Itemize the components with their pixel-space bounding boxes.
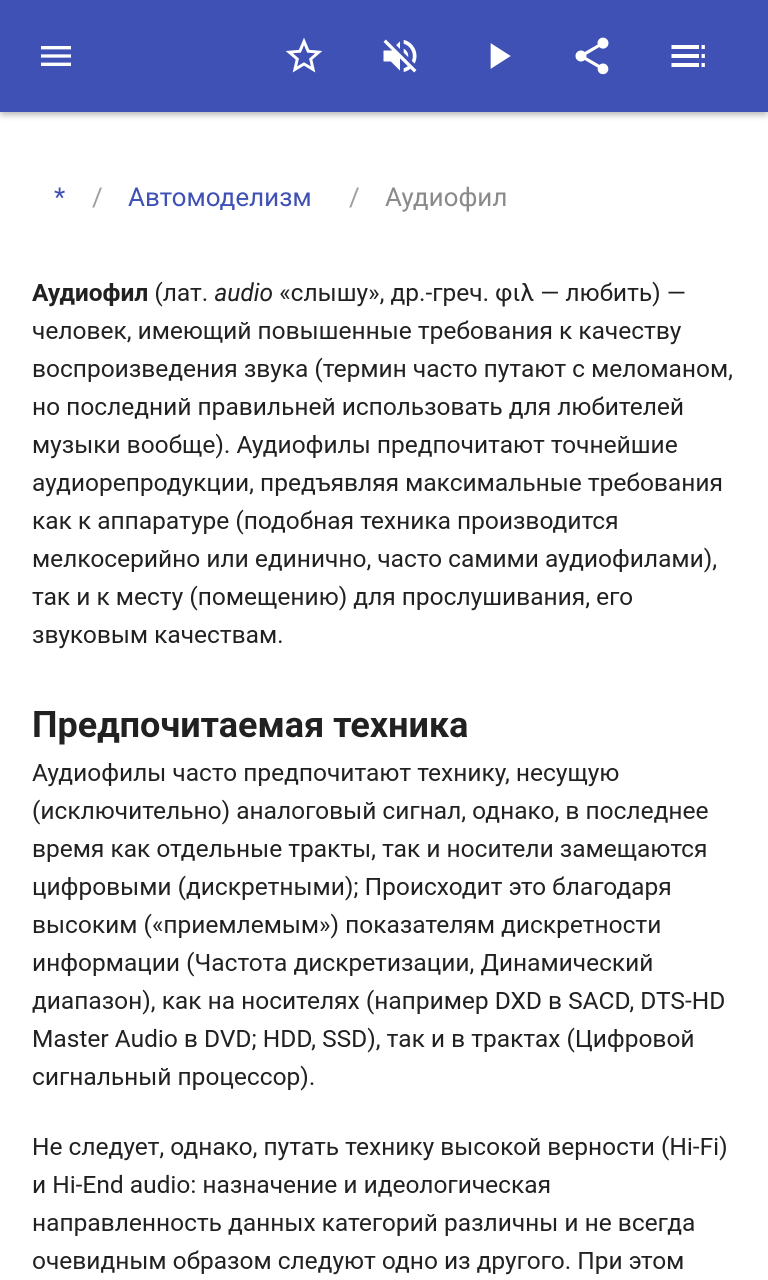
intro-italic-word: audio xyxy=(214,278,274,307)
list-icon xyxy=(666,34,710,78)
play-icon xyxy=(476,34,520,78)
article-term: Аудиофил xyxy=(32,278,149,307)
section-paragraph: Не следует, однако, путать технику высокой верности (Hi-Fi) и Hi-End audio: назначение и идеологическая направленность данных категорий различны и не всегда очевидным образом следуют одно из другого. При этом xyxy=(32,1132,728,1275)
favorite-button[interactable] xyxy=(268,20,340,92)
breadcrumb-category-link[interactable]: Автомоделизм xyxy=(128,183,312,213)
app-toolbar xyxy=(0,0,768,112)
breadcrumb xyxy=(32,178,742,218)
intro-paragraph xyxy=(32,274,742,654)
menu-button[interactable] xyxy=(20,20,92,92)
share-button[interactable] xyxy=(556,20,628,92)
menu-icon xyxy=(36,36,76,76)
section-heading: Предпочитаемая техника xyxy=(32,704,469,746)
sound-toggle-button[interactable] xyxy=(364,20,436,92)
star-outline-icon xyxy=(282,34,326,78)
intro-text-rest: «слышу», др.-греч. φιλ — любить) — человек, имеющий повышенные требования к качеству воспроизведения звука (термин часто путают с меломаном, но последний правильней использовать для любителей музыки вообще). Аудиофилы предпочитают точнейшие аудиорепродукции, предъявляя максимальные требования как к аппаратуре (подобная техника производится мелкосерийно или единично, часто самими аудиофилами), так и к месту (помещению) для прослушивания, его звуковым качествам. xyxy=(32,278,733,649)
table-of-contents-button[interactable] xyxy=(652,20,724,92)
play-button[interactable] xyxy=(462,20,534,92)
article-content xyxy=(32,112,742,1280)
breadcrumb-separator: / xyxy=(349,183,360,213)
breadcrumb-root-link[interactable]: * xyxy=(54,183,66,213)
breadcrumb-current: Аудиофил xyxy=(385,183,508,213)
intro-text-part: (лат. xyxy=(148,278,215,307)
breadcrumb-separator: / xyxy=(92,183,103,213)
volume-off-icon xyxy=(378,34,422,78)
section-paragraph: Аудиофилы часто предпочитают технику, несущую (исключительно) аналоговый сигнал, однако, в последнее время как отдельные тракты, так и носители замещаются цифровыми (дискретными); Происходит это благодаря высоким («приемлемым») показателям дискретности информации (Частота дискретизации, Динамический диапазон), как на носителях (например DXD в SACD, DTS-HD Master Audio в DVD; HDD, SSD), так и в трактах (Цифровой сигнальный процессор). xyxy=(32,758,726,1091)
share-icon xyxy=(570,34,614,78)
